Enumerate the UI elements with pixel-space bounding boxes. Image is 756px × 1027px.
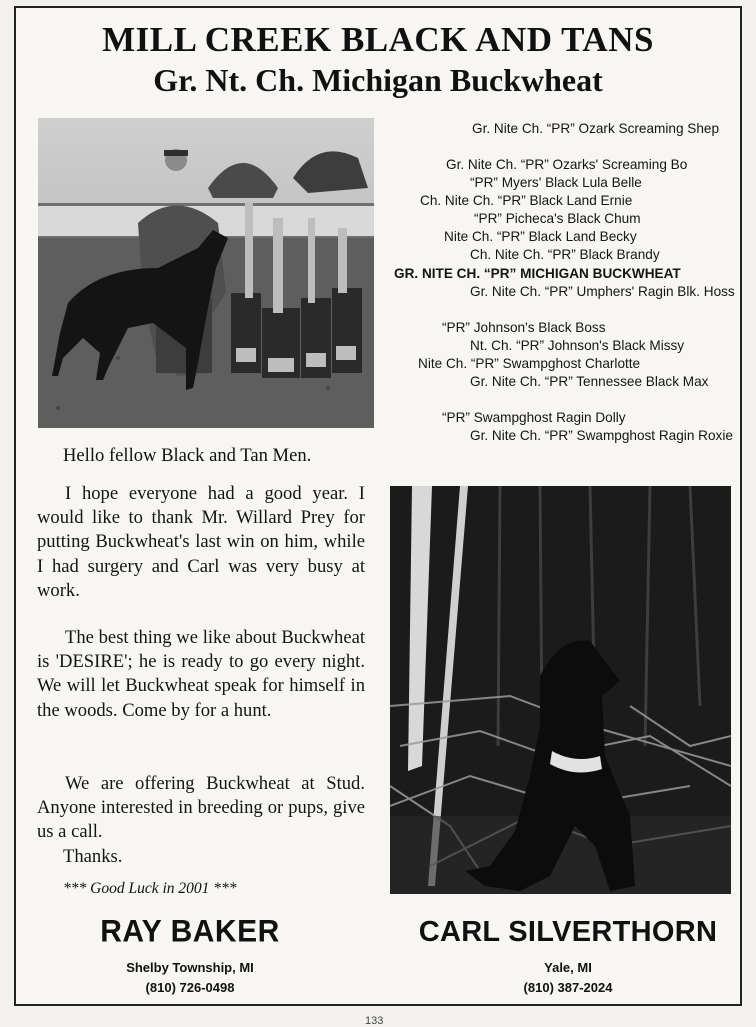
pedigree-entry: Nt. Ch. “PR” Johnson's Black Missy <box>470 338 685 353</box>
contact-phone: (810) 726-0498 <box>145 980 235 995</box>
pedigree-entry: Gr. Nite Ch. “PR” Ozarks' Screaming Bo <box>446 157 688 172</box>
contact-city: Yale, MI <box>544 960 592 975</box>
contact-name-carl-silverthorn: CARL SILVERTHORN <box>418 916 718 948</box>
pedigree-subject: GR. NITE CH. “PR” MICHIGAN BUCKWHEAT <box>394 266 681 281</box>
letter-thanks: Thanks. <box>63 846 123 867</box>
letter-paragraph: The best thing we like about Buckwheat is 'DESIRE'; he is ready to go every night. We will let Buckwheat speak for himself in the woods. Come by for a hunt. <box>37 627 365 721</box>
owner-dog-trophies-photo <box>38 118 374 428</box>
pedigree-entry: Gr. Nite Ch. “PR” Umphers' Ragin Blk. Hoss <box>470 284 735 299</box>
pedigree-entry: “PR” Swampghost Ragin Dolly <box>442 410 626 425</box>
pedigree-entry: Ch. Nite Ch. “PR” Black Brandy <box>470 247 660 262</box>
contact-details-carl-silverthorn <box>418 958 718 998</box>
pedigree-entry: Gr. Nite Ch. “PR” Swampghost Ragin Roxie <box>470 428 733 443</box>
dog-title: Gr. Nt. Ch. Michigan Buckwheat <box>153 62 603 98</box>
pedigree-entry: “PR” Picheca's Black Chum <box>474 211 641 226</box>
letter-greeting: Hello fellow Black and Tan Men. <box>63 445 312 466</box>
good-luck-line: *** Good Luck in 2001 *** <box>63 880 237 897</box>
pedigree-entry: Gr. Nite Ch. “PR” Ozark Screaming Shep <box>472 121 720 136</box>
contact-details-ray-baker <box>60 958 320 998</box>
pedigree-list <box>394 120 740 470</box>
contact-phone: (810) 387-2024 <box>523 980 613 995</box>
pedigree-entry: “PR” Myers' Black Lula Belle <box>470 175 642 190</box>
pedigree-entry: Gr. Nite Ch. “PR” Tennessee Black Max <box>470 374 709 389</box>
pedigree-entry: Nite Ch. “PR” Swampghost Charlotte <box>418 356 641 371</box>
pedigree-entry: “PR” Johnson's Black Boss <box>442 320 606 335</box>
dog-treeing-photo <box>390 486 731 894</box>
kennel-title: MILL CREEK BLACK AND TANS <box>102 20 654 59</box>
contact-city: Shelby Township, MI <box>126 960 254 975</box>
pedigree-entry: Ch. Nite Ch. “PR” Black Land Ernie <box>420 193 633 208</box>
page-number: 133 <box>365 1015 384 1027</box>
pedigree-entry: Nite Ch. “PR” Black Land Becky <box>444 229 637 244</box>
letter-paragraph: I hope everyone had a good year. I would like to thank Mr. Willard Prey for putting Buckwheat's last win on him, while I had surgery and Carl was very busy at work. <box>37 483 365 601</box>
letter-paragraph: We are offering Buckwheat at Stud. Anyone interested in breeding or pups, give us a call. <box>37 773 365 843</box>
contact-name-ray-baker: RAY BAKER <box>100 914 280 949</box>
